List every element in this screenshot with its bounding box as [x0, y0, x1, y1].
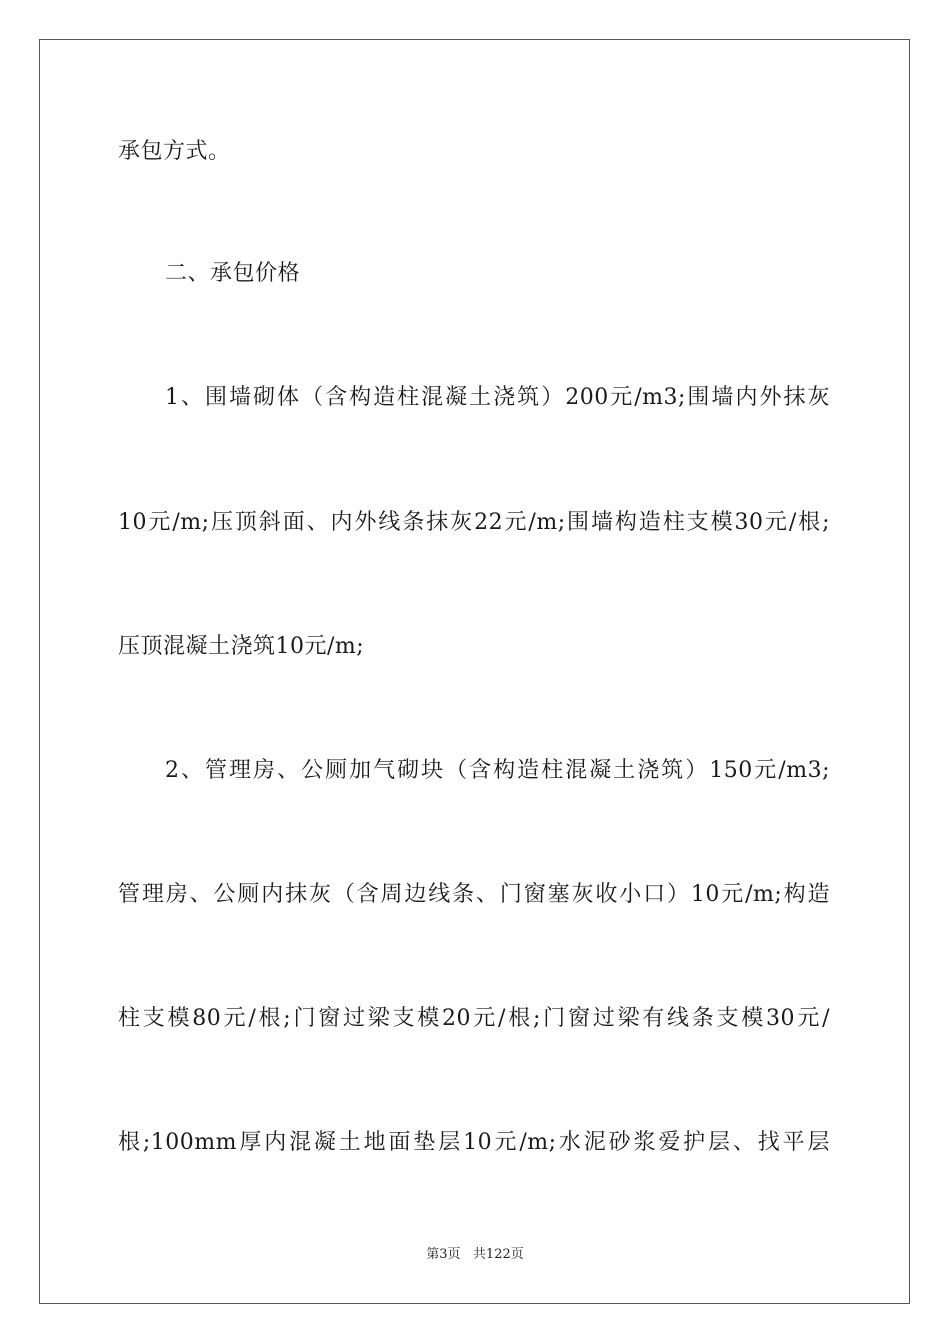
text-line: 10元/m;压顶斜面、内外线条抹灰22元/m;围墙构造柱支模30元/根; [118, 510, 830, 535]
text-line: 根;100mm厚内混凝土地面垫层10元/m;水泥砂浆爱护层、找平层 [118, 1130, 830, 1155]
text-line: 承包方式。 [118, 139, 231, 164]
page-border [39, 39, 910, 1304]
page-footer [0, 1246, 950, 1264]
section-heading: 二、承包价格 [165, 261, 301, 286]
text-line: 1、围墙砌体（含构造柱混凝土浇筑）200元/m3;围墙内外抹灰 [165, 385, 830, 410]
page-total: 共122页 [472, 1247, 524, 1262]
text-line: 压顶混凝土浇筑10元/m; [118, 634, 365, 659]
page-number: 第3页 [426, 1247, 461, 1262]
text-line: 柱支模80元/根;门窗过梁支模20元/根;门窗过梁有线条支模30元/ [118, 1006, 830, 1031]
text-line: 管理房、公厕内抹灰（含周边线条、门窗塞灰收小口）10元/m;构造 [118, 882, 830, 907]
text-line: 2、管理房、公厕加气砌块（含构造柱混凝土浇筑）150元/m3; [165, 758, 830, 783]
